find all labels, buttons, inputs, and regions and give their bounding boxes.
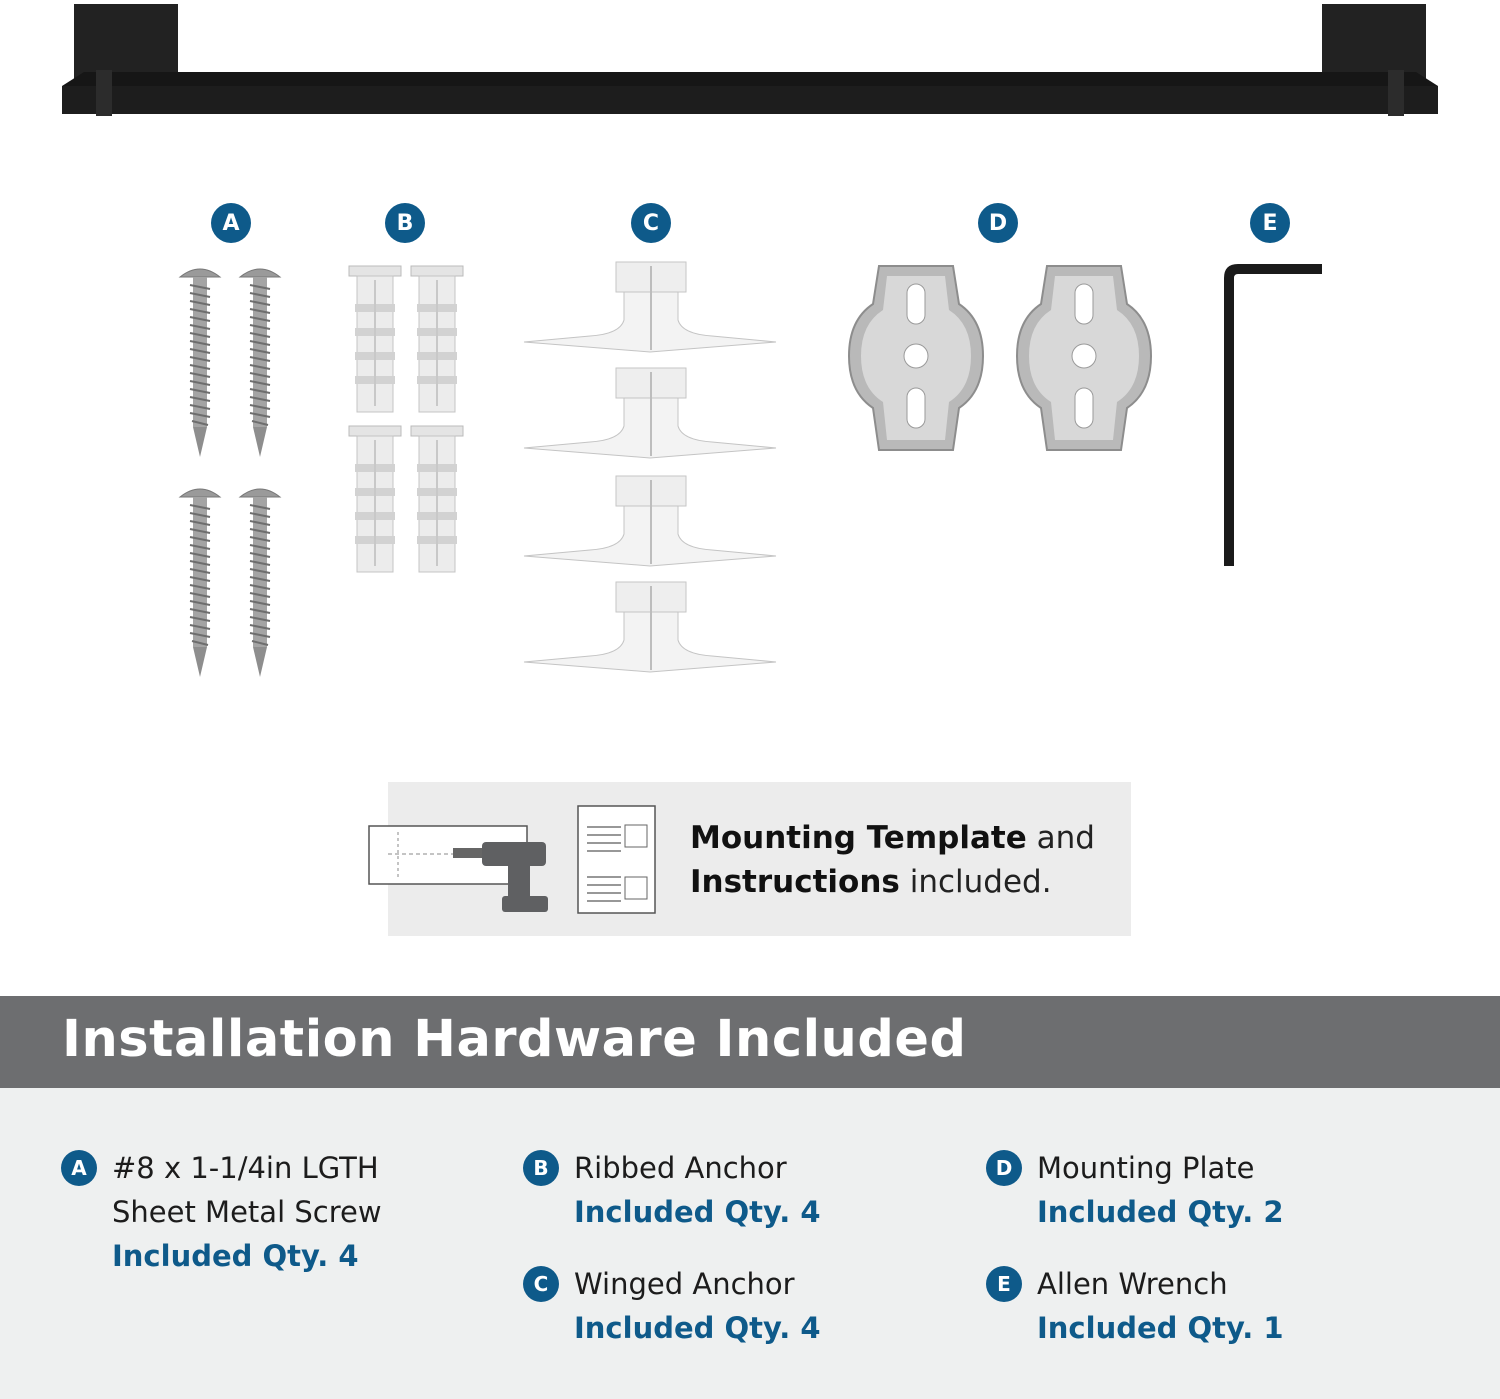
section-title: Installation Hardware Included [62, 1010, 967, 1069]
towel-bar-image [0, 0, 1500, 130]
legend-item-a [112, 1146, 382, 1278]
legend-b-name: Ribbed Anchor [574, 1151, 787, 1185]
legend-item-b [574, 1146, 821, 1234]
drill-icon [368, 820, 553, 915]
ribbed-anchors-image [345, 262, 470, 577]
legend-c-name: Winged Anchor [574, 1267, 795, 1301]
legend-d-qty: Included Qty. 2 [1037, 1195, 1284, 1229]
part-b-badge: B [385, 203, 425, 243]
legend-c-badge: C [523, 1266, 559, 1302]
legend-e-badge: E [986, 1266, 1022, 1302]
legend-b-qty: Included Qty. 4 [574, 1195, 821, 1229]
instructions-bold: Instructions [690, 864, 900, 900]
part-a-badge: A [211, 203, 251, 243]
screws-image [170, 255, 300, 685]
instructions-document-icon [577, 805, 657, 915]
part-e-badge: E [1250, 203, 1290, 243]
legend-b-badge: B [523, 1150, 559, 1186]
mounting-plates-image [845, 258, 1155, 458]
winged-anchors-image [520, 260, 785, 680]
legend-a-name-2: Sheet Metal Screw [112, 1195, 382, 1229]
legend-item-d [1037, 1146, 1284, 1234]
legend-item-e [1037, 1262, 1284, 1350]
mounting-template-caption [690, 816, 1120, 904]
legend-d-name: Mounting Plate [1037, 1151, 1255, 1185]
legend-a-badge: A [61, 1150, 97, 1186]
instructions-text: included. [899, 864, 1052, 900]
legend-a-name-1: #8 x 1-1/4in LGTH [112, 1151, 379, 1185]
allen-wrench-image [1210, 258, 1330, 573]
template-text: and [1026, 820, 1095, 856]
legend-item-c [574, 1262, 821, 1350]
legend-e-name: Allen Wrench [1037, 1267, 1228, 1301]
legend-a-qty: Included Qty. 4 [112, 1239, 359, 1273]
legend-d-badge: D [986, 1150, 1022, 1186]
section-title-bar [0, 996, 1500, 1088]
legend-e-qty: Included Qty. 1 [1037, 1311, 1284, 1345]
template-bold: Mounting Template [690, 820, 1027, 856]
part-d-badge: D [978, 203, 1018, 243]
legend-c-qty: Included Qty. 4 [574, 1311, 821, 1345]
part-c-badge: C [631, 203, 671, 243]
